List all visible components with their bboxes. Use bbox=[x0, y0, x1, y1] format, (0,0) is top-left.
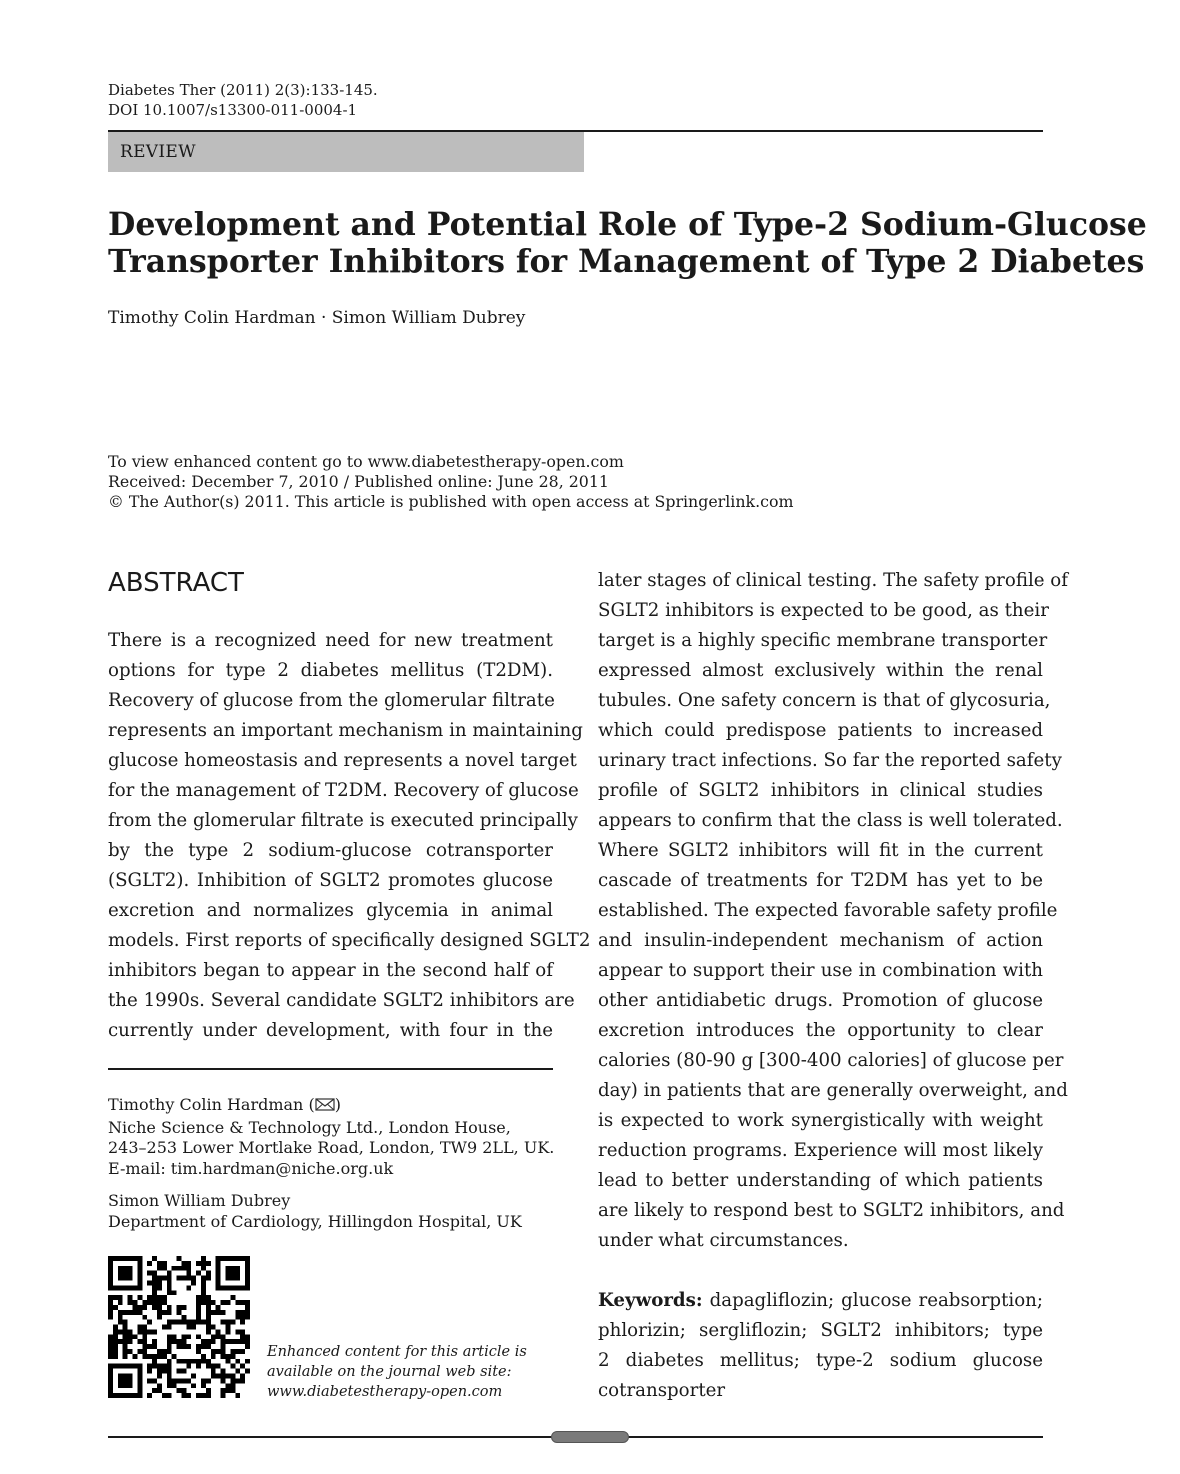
abstract-line: urinary tract infections. So far the reported safety bbox=[598, 750, 1062, 771]
abstract-line: the 1990s. Several candidate SGLT2 inhibitors are bbox=[108, 990, 575, 1011]
enhanced-content-note bbox=[267, 1342, 527, 1402]
abstract-line: excretion introduces the opportunity to clear bbox=[598, 1020, 1043, 1041]
abstract-heading: ABSTRACT bbox=[108, 568, 244, 598]
journal-citation: Diabetes Ther (2011) 2(3):133-145. bbox=[108, 81, 378, 99]
abstract-line: Where SGLT2 inhibitors will fit in the current bbox=[598, 840, 1043, 861]
keywords-line-2: phlorizin; sergliflozin; SGLT2 inhibitors; type bbox=[598, 1320, 1043, 1341]
abstract-line: Recovery of glucose from the glomerular filtrate bbox=[108, 690, 555, 711]
abstract-line: and insulin-independent mechanism of action bbox=[598, 930, 1043, 951]
abstract-line: other antidiabetic drugs. Promotion of glucose bbox=[598, 990, 1043, 1011]
author1-name: Timothy Colin Hardman ( bbox=[108, 1095, 315, 1114]
abstract-line: profile of SGLT2 inhibitors in clinical studies bbox=[598, 780, 1043, 801]
envelope-icon[interactable] bbox=[315, 1097, 335, 1118]
abstract-line: inhibitors began to appear in the second half of bbox=[108, 960, 553, 981]
abstract-column-left bbox=[108, 626, 591, 1046]
publication-info bbox=[108, 452, 793, 512]
abstract-line: later stages of clinical testing. The safety profile of bbox=[598, 570, 1068, 591]
author1-name-close: ) bbox=[334, 1095, 341, 1114]
abstract-line: appears to confirm that the class is well tolerated. bbox=[598, 810, 1063, 831]
abstract-line: under what circumstances. bbox=[598, 1230, 849, 1251]
section-label: REVIEW bbox=[120, 142, 196, 162]
author-list: Timothy Colin Hardman · Simon William Dubrey bbox=[108, 308, 526, 328]
scroll-handle[interactable] bbox=[551, 1431, 629, 1443]
author1-name-line bbox=[108, 1095, 554, 1118]
abstract-line: glucose homeostasis and represents a novel target bbox=[108, 750, 577, 771]
abstract-line: (SGLT2). Inhibition of SGLT2 promotes glucose bbox=[108, 870, 553, 891]
enhanced-note-line-2: available on the journal web site: bbox=[267, 1364, 512, 1380]
abstract-line: is expected to work synergistically with weight bbox=[598, 1110, 1043, 1131]
citation bbox=[108, 80, 378, 120]
abstract-line: appear to support their use in combination with bbox=[598, 960, 1043, 981]
keywords bbox=[598, 1286, 1043, 1406]
enhanced-note-line-1: Enhanced content for this article is bbox=[267, 1344, 527, 1360]
author2-name: Simon William Dubrey bbox=[108, 1191, 291, 1210]
title-line-2: Transporter Inhibitors for Management of Type 2 Diabetes bbox=[108, 243, 1145, 280]
abstract-line: day) in patients that are generally overweight, and bbox=[598, 1080, 1068, 1101]
keywords-line-1: dapagliflozin; glucose reabsorption; bbox=[709, 1290, 1043, 1311]
author1-affiliation: Niche Science & Technology Ltd., London House, bbox=[108, 1117, 511, 1137]
qr-code-icon[interactable] bbox=[108, 1256, 250, 1398]
abstract-line: for the management of T2DM. Recovery of glucose bbox=[108, 780, 579, 801]
abstract-line: are likely to respond best to SGLT2 inhibitors, and bbox=[598, 1200, 1065, 1221]
publication-dates: Received: December 7, 2010 / Published online: June 28, 2011 bbox=[108, 472, 609, 491]
abstract-line: target is a highly specific membrane transporter bbox=[598, 630, 1048, 651]
abstract-line: SGLT2 inhibitors is expected to be good, as their bbox=[598, 600, 1049, 621]
abstract-line: models. First reports of specifically designed SGLT2 bbox=[108, 930, 591, 951]
keywords-label: Keywords: bbox=[598, 1290, 703, 1311]
enhanced-content-link[interactable]: To view enhanced content go to www.diabetestherapy-open.com bbox=[108, 452, 624, 471]
enhanced-note-url[interactable]: www.diabetestherapy-open.com bbox=[267, 1384, 503, 1400]
author2-affiliation: Department of Cardiology, Hillingdon Hospital, UK bbox=[108, 1211, 522, 1231]
article-title bbox=[108, 206, 1147, 280]
author1-address: 243–253 Lower Mortlake Road, London, TW9 2LL, UK. bbox=[108, 1138, 555, 1157]
abstract-line: by the type 2 sodium-glucose cotransporter bbox=[108, 840, 553, 861]
abstract-line: There is a recognized need for new treatment bbox=[108, 630, 553, 651]
title-line-1: Development and Potential Role of Type-2 Sodium-Glucose bbox=[108, 206, 1147, 243]
abstract-line: excretion and normalizes glycemia in animal bbox=[108, 900, 553, 921]
abstract-line: established. The expected favorable safety profile bbox=[598, 900, 1058, 921]
abstract-line: tubules. One safety concern is that of glycosuria, bbox=[598, 690, 1051, 711]
copyright-notice: © The Author(s) 2011. This article is published with open access at Springerlink.com bbox=[108, 492, 794, 511]
abstract-line: options for type 2 diabetes mellitus (T2DM). bbox=[108, 660, 553, 681]
affiliations bbox=[108, 1095, 554, 1232]
keywords-line-4: cotransporter bbox=[598, 1380, 726, 1401]
abstract-column-right bbox=[598, 566, 1068, 1256]
abstract-line: calories (80-90 g [300-400 calories] of glucose per bbox=[598, 1050, 1064, 1071]
author1-email[interactable]: E-mail: tim.hardman@niche.org.uk bbox=[108, 1158, 394, 1178]
abstract-line: which could predispose patients to increased bbox=[598, 720, 1043, 741]
doi: DOI 10.1007/s13300-011-0004-1 bbox=[108, 101, 358, 119]
abstract-line: cascade of treatments for T2DM has yet to be bbox=[598, 870, 1043, 891]
abstract-line: lead to better understanding of which patients bbox=[598, 1170, 1043, 1191]
affiliation-divider bbox=[108, 1068, 553, 1070]
abstract-line: reduction programs. Experience will most likely bbox=[598, 1140, 1043, 1161]
abstract-line: expressed almost exclusively within the renal bbox=[598, 660, 1043, 681]
abstract-line: currently under development, with four in the bbox=[108, 1020, 553, 1041]
keywords-line-3: 2 diabetes mellitus; type-2 sodium glucose bbox=[598, 1350, 1043, 1371]
abstract-line: represents an important mechanism in maintaining bbox=[108, 720, 583, 741]
abstract-line: from the glomerular filtrate is executed principally bbox=[108, 810, 578, 831]
